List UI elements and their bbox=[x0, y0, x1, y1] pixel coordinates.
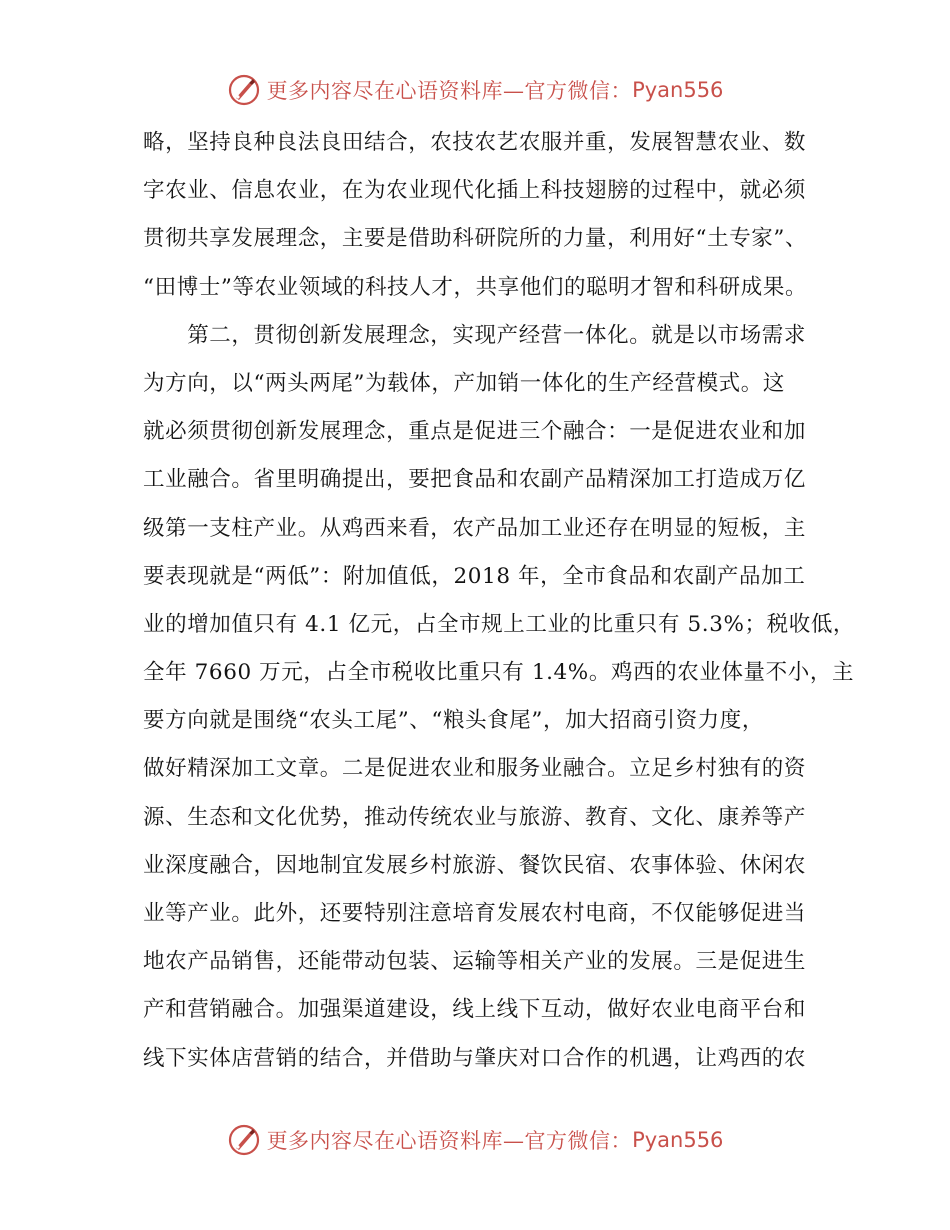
text-line: 要表现就是“两低”：附加值低，2018 年，全市食品和农副产品加工 bbox=[143, 563, 806, 589]
text-line: 线下实体店营销的结合，并借助与肇庆对口合作的机遇，让鸡西的农 bbox=[143, 1045, 807, 1071]
text-line: 贯彻共享发展理念，主要是借助科研院所的力量，利用好“土专家”、 bbox=[143, 226, 808, 252]
text-line: 就必须贯彻创新发展理念，重点是促进三个融合：一是促进农业和加 bbox=[143, 419, 807, 445]
text-line: 略，坚持良种良法良田结合，农技农艺农服并重，发展智慧农业、数 bbox=[143, 130, 807, 155]
text-line: 做好精深加工文章。二是促进农业和服务业融合。立足乡村独有的资 bbox=[143, 756, 807, 782]
text-line: 字农业、信息农业，在为农业现代化插上科技翅膀的过程中，就必须 bbox=[143, 178, 807, 204]
text-line: 为方向，以“两头两尾”为载体，产加销一体化的生产经营模式。这 bbox=[143, 370, 785, 396]
text-line: 业的增加值只有 4.1 亿元，占全市规上工业的比重只有 5.3%；税收低， bbox=[143, 611, 856, 637]
wechat-id: Pyan556 bbox=[632, 78, 724, 102]
footer-banner bbox=[0, 1120, 950, 1160]
document-body bbox=[143, 119, 856, 1083]
wechat-id: Pyan556 bbox=[632, 1128, 724, 1152]
text-line: 地农产品销售，还能带动包装、运输等相关产业的发展。三是促进生 bbox=[143, 949, 807, 975]
text-line: 要方向就是围绕“农头工尾”、“粮头食尾”，加大招商引资力度， bbox=[143, 708, 764, 734]
pen-circle-icon bbox=[227, 1123, 261, 1157]
header-banner bbox=[0, 70, 950, 110]
text-line: 产和营销融合。加强渠道建设，线上线下互动，做好农业电商平台和 bbox=[143, 997, 807, 1023]
text-line: 业等产业。此外，还要特别注意培育发展农村电商，不仅能够促进当 bbox=[143, 901, 807, 926]
text-line: 源、生态和文化优势，推动传统农业与旅游、教育、文化、康养等产 bbox=[143, 804, 807, 830]
text-line: 级第一支柱产业。从鸡西来看，农产品加工业还存在明显的短板，主 bbox=[143, 515, 807, 541]
text-line: “田博士”等农业领域的科技人才，共享他们的聪明才智和科研成果。 bbox=[143, 274, 808, 300]
banner-text: 更多内容尽在心语资料库—官方微信： bbox=[266, 1129, 633, 1153]
text-line: 业深度融合，因地制宜发展乡村旅游、餐饮民宿、农事体验、休闲农 bbox=[143, 852, 807, 878]
banner-text: 更多内容尽在心语资料库—官方微信： bbox=[266, 79, 633, 103]
text-line: 工业融合。省里明确提出，要把食品和农副产品精深加工打造成万亿 bbox=[143, 467, 807, 493]
pen-circle-icon bbox=[227, 73, 261, 107]
text-line: 第二，贯彻创新发展理念，实现产经营一体化。就是以市场需求 bbox=[143, 322, 807, 348]
text-line: 全年 7660 万元，占全市税收比重只有 1.4%。鸡西的农业体量不小，主 bbox=[143, 660, 855, 686]
